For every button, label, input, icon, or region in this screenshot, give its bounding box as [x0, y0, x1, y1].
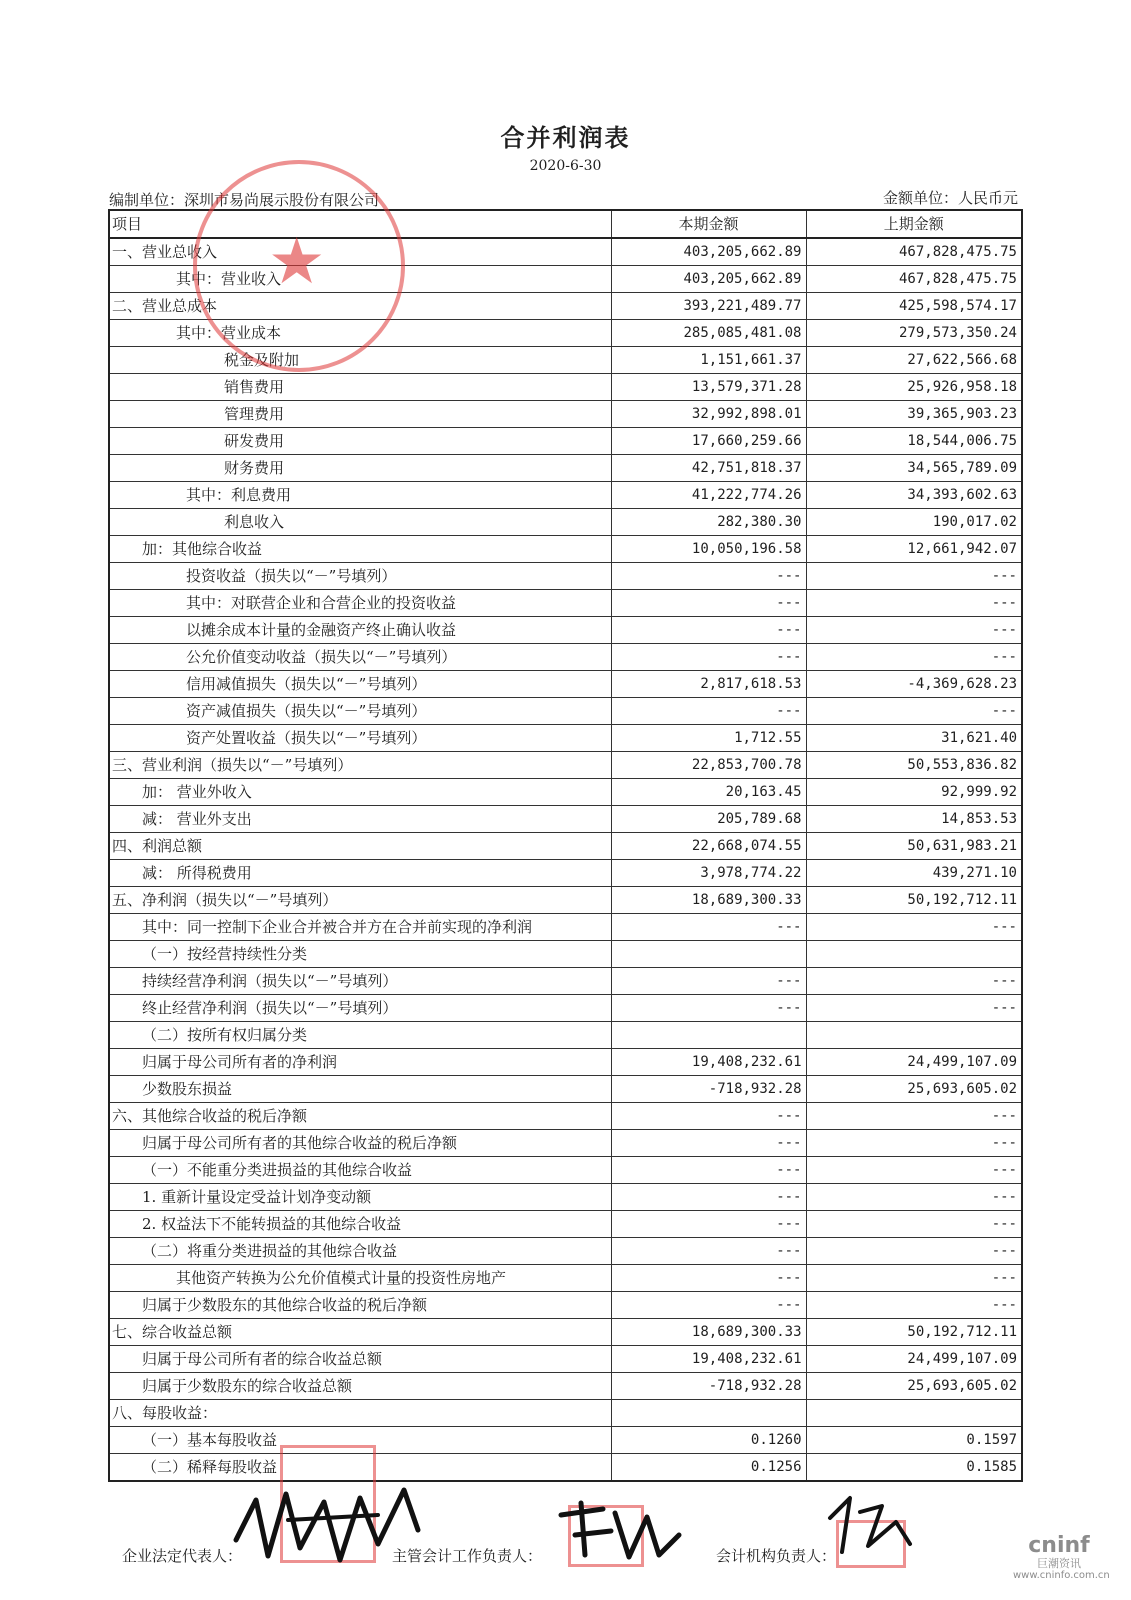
- cninf-logo: [1013, 1533, 1110, 1582]
- row-previous-amount: ---: [806, 1184, 1022, 1211]
- row-current-amount: ---: [611, 968, 806, 995]
- table-row: [109, 1400, 1022, 1427]
- row-label: 销售费用: [109, 374, 611, 401]
- row-previous-amount: 12,661,942.07: [806, 536, 1022, 563]
- row-current-amount: 403,205,662.89: [611, 266, 806, 293]
- row-current-amount: 20,163.45: [611, 779, 806, 806]
- row-current-amount: [611, 1022, 806, 1049]
- row-previous-amount: 0.1597: [806, 1427, 1022, 1454]
- row-label: 四、利润总额: [109, 833, 611, 860]
- row-label: （二）稀释每股收益: [109, 1454, 611, 1482]
- row-label: （一）不能重分类进损益的其他综合收益: [109, 1157, 611, 1184]
- row-label: 其中：同一控制下企业合并被合并方在合并前实现的净利润: [109, 914, 611, 941]
- row-current-amount: ---: [611, 1130, 806, 1157]
- row-label: 信用减值损失（损失以“－”号填列）: [109, 671, 611, 698]
- seal-star-icon: ★: [268, 225, 326, 299]
- row-label: 三、营业利润（损失以“－”号填列）: [109, 752, 611, 779]
- row-current-amount: 32,992,898.01: [611, 401, 806, 428]
- table-row: [109, 779, 1022, 806]
- row-label: 管理费用: [109, 401, 611, 428]
- header-item: 项目: [109, 210, 611, 238]
- row-current-amount: 42,751,818.37: [611, 455, 806, 482]
- row-current-amount: [611, 941, 806, 968]
- row-previous-amount: ---: [806, 1265, 1022, 1292]
- row-previous-amount: ---: [806, 1103, 1022, 1130]
- row-previous-amount: ---: [806, 1130, 1022, 1157]
- row-previous-amount: 50,192,712.11: [806, 887, 1022, 914]
- row-current-amount: 403,205,662.89: [611, 238, 806, 266]
- row-previous-amount: 34,565,789.09: [806, 455, 1022, 482]
- logo-brand: cninf: [1028, 1533, 1090, 1558]
- row-current-amount: 22,853,700.78: [611, 752, 806, 779]
- row-label: 归属于母公司所有者的净利润: [109, 1049, 611, 1076]
- table-row: [109, 1373, 1022, 1400]
- table-row: [109, 1211, 1022, 1238]
- row-label: 其中：营业收入: [109, 266, 611, 293]
- row-label: 二、营业总成本: [109, 293, 611, 320]
- row-previous-amount: -4,369,628.23: [806, 671, 1022, 698]
- header-current: 本期金额: [611, 210, 806, 238]
- row-label: 加： 营业外收入: [109, 779, 611, 806]
- row-current-amount: 282,380.30: [611, 509, 806, 536]
- row-current-amount: 10,050,196.58: [611, 536, 806, 563]
- table-row: [109, 671, 1022, 698]
- row-previous-amount: 39,365,903.23: [806, 401, 1022, 428]
- table-row: [109, 1292, 1022, 1319]
- row-label: 其中：对联营企业和合营企业的投资收益: [109, 590, 611, 617]
- row-current-amount: 19,408,232.61: [611, 1049, 806, 1076]
- row-previous-amount: 24,499,107.09: [806, 1049, 1022, 1076]
- row-previous-amount: 50,553,836.82: [806, 752, 1022, 779]
- row-previous-amount: 279,573,350.24: [806, 320, 1022, 347]
- report-date: 2020-6-30: [529, 158, 602, 174]
- row-current-amount: 13,579,371.28: [611, 374, 806, 401]
- table-row: [109, 455, 1022, 482]
- table-row: [109, 374, 1022, 401]
- row-previous-amount: ---: [806, 1238, 1022, 1265]
- row-label: （二）按所有权归属分类: [109, 1022, 611, 1049]
- table-row: [109, 1076, 1022, 1103]
- row-label: 研发费用: [109, 428, 611, 455]
- row-previous-amount: 439,271.10: [806, 860, 1022, 887]
- row-label: 减： 营业外支出: [109, 806, 611, 833]
- row-current-amount: ---: [611, 1211, 806, 1238]
- row-current-amount: 3,978,774.22: [611, 860, 806, 887]
- row-previous-amount: 25,693,605.02: [806, 1076, 1022, 1103]
- row-previous-amount: ---: [806, 590, 1022, 617]
- row-label: 归属于少数股东的其他综合收益的税后净额: [109, 1292, 611, 1319]
- row-previous-amount: 50,631,983.21: [806, 833, 1022, 860]
- row-label: 减： 所得税费用: [109, 860, 611, 887]
- compiling-unit: 编制单位：深圳市易尚展示股份有限公司: [109, 191, 380, 209]
- row-current-amount: ---: [611, 995, 806, 1022]
- row-current-amount: 22,668,074.55: [611, 833, 806, 860]
- table-row: [109, 860, 1022, 887]
- table-row: [109, 1238, 1022, 1265]
- row-label: 七、综合收益总额: [109, 1319, 611, 1346]
- row-previous-amount: ---: [806, 1292, 1022, 1319]
- table-row: [109, 1265, 1022, 1292]
- row-label: 六、其他综合收益的税后净额: [109, 1103, 611, 1130]
- table-row: [109, 563, 1022, 590]
- table-row: [109, 590, 1022, 617]
- row-current-amount: ---: [611, 590, 806, 617]
- table-row: [109, 833, 1022, 860]
- row-previous-amount: 25,693,605.02: [806, 1373, 1022, 1400]
- row-previous-amount: 467,828,475.75: [806, 238, 1022, 266]
- table-row: [109, 914, 1022, 941]
- row-current-amount: ---: [611, 1157, 806, 1184]
- row-previous-amount: 0.1585: [806, 1454, 1022, 1482]
- row-current-amount: ---: [611, 644, 806, 671]
- row-label: 财务费用: [109, 455, 611, 482]
- table-row: [109, 1130, 1022, 1157]
- row-label: （二）将重分类进损益的其他综合收益: [109, 1238, 611, 1265]
- row-current-amount: ---: [611, 617, 806, 644]
- table-row: [109, 887, 1022, 914]
- row-current-amount: ---: [611, 1103, 806, 1130]
- row-current-amount: 205,789.68: [611, 806, 806, 833]
- row-label: 其他资产转换为公允价值模式计量的投资性房地产: [109, 1265, 611, 1292]
- row-label: 八、每股收益：: [109, 1400, 611, 1427]
- row-label: 资产减值损失（损失以“－”号填列）: [109, 698, 611, 725]
- table-row: [109, 1049, 1022, 1076]
- chief-accountant-label: 主管会计工作负责人：: [392, 1547, 543, 1565]
- table-row: [109, 1346, 1022, 1373]
- row-label: 持续经营净利润（损失以“－”号填列）: [109, 968, 611, 995]
- row-label: 归属于母公司所有者的综合收益总额: [109, 1346, 611, 1373]
- row-previous-amount: ---: [806, 563, 1022, 590]
- table-row: [109, 617, 1022, 644]
- currency-unit: 金额单位：人民币元: [882, 189, 1018, 207]
- table-row: [109, 698, 1022, 725]
- logo-url: www.cninfo.com.cn: [1013, 1570, 1110, 1581]
- row-previous-amount: ---: [806, 1157, 1022, 1184]
- row-previous-amount: ---: [806, 968, 1022, 995]
- row-current-amount: 18,689,300.33: [611, 887, 806, 914]
- table-row: [109, 536, 1022, 563]
- row-previous-amount: 467,828,475.75: [806, 266, 1022, 293]
- accounting-head-label: 会计机构负责人：: [716, 1547, 837, 1565]
- logo-cn: 巨潮资讯: [1037, 1557, 1081, 1570]
- row-previous-amount: 27,622,566.68: [806, 347, 1022, 374]
- row-current-amount: [611, 1400, 806, 1427]
- row-previous-amount: [806, 941, 1022, 968]
- table-row: [109, 1103, 1022, 1130]
- row-label: 利息收入: [109, 509, 611, 536]
- row-label: 资产处置收益（损失以“－”号填列）: [109, 725, 611, 752]
- row-previous-amount: [806, 1400, 1022, 1427]
- row-current-amount: ---: [611, 1265, 806, 1292]
- table-row: [109, 995, 1022, 1022]
- table-row: [109, 509, 1022, 536]
- row-current-amount: 2,817,618.53: [611, 671, 806, 698]
- row-current-amount: 1,712.55: [611, 725, 806, 752]
- row-previous-amount: 34,393,602.63: [806, 482, 1022, 509]
- row-previous-amount: ---: [806, 1211, 1022, 1238]
- table-row: [109, 428, 1022, 455]
- row-current-amount: ---: [611, 563, 806, 590]
- row-label: 税金及附加: [109, 347, 611, 374]
- row-previous-amount: 25,926,958.18: [806, 374, 1022, 401]
- legal-rep-label: 企业法定代表人：: [122, 1547, 243, 1565]
- row-label: （一）按经营持续性分类: [109, 941, 611, 968]
- row-label: 一、营业总收入: [109, 238, 611, 266]
- table-row: [109, 482, 1022, 509]
- row-label: 以摊余成本计量的金融资产终止确认收益: [109, 617, 611, 644]
- table-row: [109, 1319, 1022, 1346]
- row-label: 五、净利润（损失以“－”号填列）: [109, 887, 611, 914]
- row-current-amount: 0.1260: [611, 1427, 806, 1454]
- table-row: [109, 1427, 1022, 1454]
- row-label: 投资收益（损失以“－”号填列）: [109, 563, 611, 590]
- row-label: 归属于母公司所有者的其他综合收益的税后净额: [109, 1130, 611, 1157]
- row-current-amount: 18,689,300.33: [611, 1319, 806, 1346]
- row-label: （一）基本每股收益: [109, 1427, 611, 1454]
- row-current-amount: 285,085,481.08: [611, 320, 806, 347]
- row-previous-amount: ---: [806, 644, 1022, 671]
- statement-title: 合并利润表: [500, 123, 631, 152]
- table-row: [109, 644, 1022, 671]
- row-previous-amount: [806, 1022, 1022, 1049]
- row-label: 少数股东损益: [109, 1076, 611, 1103]
- row-previous-amount: 14,853.53: [806, 806, 1022, 833]
- row-current-amount: -718,932.28: [611, 1373, 806, 1400]
- row-label: 终止经营净利润（损失以“－”号填列）: [109, 995, 611, 1022]
- table-row: [109, 725, 1022, 752]
- table-row: [109, 968, 1022, 995]
- row-label: 2. 权益法下不能转损益的其他综合收益: [109, 1211, 611, 1238]
- row-previous-amount: 425,598,574.17: [806, 293, 1022, 320]
- row-current-amount: ---: [611, 698, 806, 725]
- row-label: 公允价值变动收益（损失以“－”号填列）: [109, 644, 611, 671]
- table-row: [109, 1157, 1022, 1184]
- table-row: [109, 1022, 1022, 1049]
- row-current-amount: ---: [611, 1184, 806, 1211]
- row-label: 加：其他综合收益: [109, 536, 611, 563]
- row-label: 1. 重新计量设定受益计划净变动额: [109, 1184, 611, 1211]
- income-statement-table: [108, 209, 1023, 1482]
- row-current-amount: ---: [611, 914, 806, 941]
- row-previous-amount: 50,192,712.11: [806, 1319, 1022, 1346]
- row-previous-amount: ---: [806, 914, 1022, 941]
- table-row: [109, 401, 1022, 428]
- row-label: 其中：营业成本: [109, 320, 611, 347]
- row-previous-amount: 24,499,107.09: [806, 1346, 1022, 1373]
- row-current-amount: 0.1256: [611, 1454, 806, 1482]
- row-previous-amount: ---: [806, 698, 1022, 725]
- row-current-amount: ---: [611, 1292, 806, 1319]
- row-previous-amount: 190,017.02: [806, 509, 1022, 536]
- chief-accountant-signature: [555, 1495, 685, 1570]
- row-current-amount: 1,151,661.37: [611, 347, 806, 374]
- row-previous-amount: ---: [806, 995, 1022, 1022]
- row-previous-amount: 31,621.40: [806, 725, 1022, 752]
- row-current-amount: -718,932.28: [611, 1076, 806, 1103]
- row-current-amount: 41,222,774.26: [611, 482, 806, 509]
- table-row: [109, 806, 1022, 833]
- row-label: 归属于少数股东的综合收益总额: [109, 1373, 611, 1400]
- table-row: [109, 1184, 1022, 1211]
- table-row: [109, 941, 1022, 968]
- row-label: 其中：利息费用: [109, 482, 611, 509]
- row-previous-amount: 18,544,006.75: [806, 428, 1022, 455]
- row-previous-amount: 92,999.92: [806, 779, 1022, 806]
- row-current-amount: ---: [611, 1238, 806, 1265]
- table-row: [109, 752, 1022, 779]
- row-current-amount: 17,660,259.66: [611, 428, 806, 455]
- row-previous-amount: ---: [806, 617, 1022, 644]
- row-current-amount: 19,408,232.61: [611, 1346, 806, 1373]
- header-previous: 上期金额: [806, 210, 1022, 238]
- row-current-amount: 393,221,489.77: [611, 293, 806, 320]
